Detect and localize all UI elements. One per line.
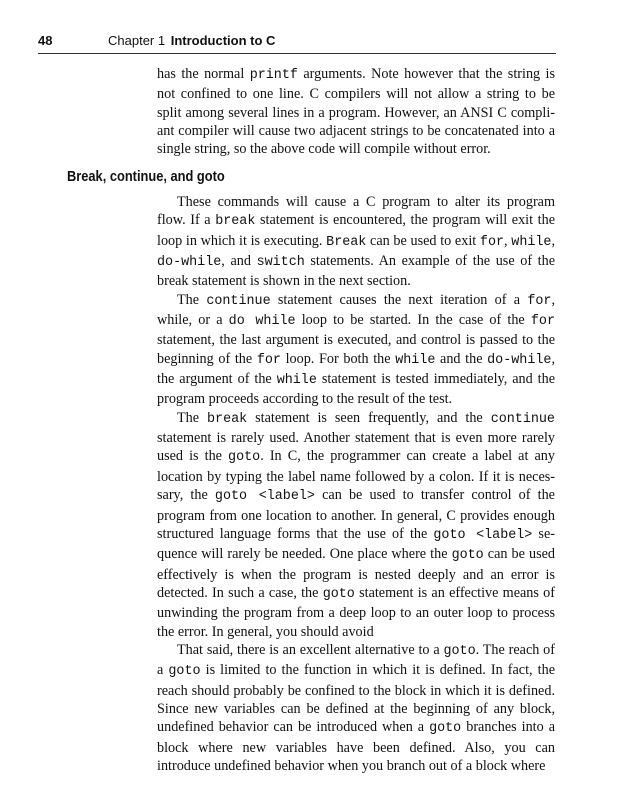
paragraph-continued <box>157 65 555 159</box>
paragraph-4 <box>157 641 555 775</box>
chapter-label: Chapter 1 <box>108 33 166 48</box>
text-run: These commands will cause a C program to alter its program flow. If a <box>157 194 555 229</box>
text-run: loop to be started. In the case of the <box>295 312 531 329</box>
text-run: , <box>551 232 556 249</box>
text-run: statements. An example of the use of the break statement is shown in the next section. <box>157 253 555 290</box>
code-term: goto <box>451 548 484 564</box>
code-term: goto <box>429 721 462 737</box>
text-run: statement is seen frequently, and the <box>247 409 491 426</box>
text-run: statement is tested immediately, and the program proceeds according to the result of the test. <box>157 371 556 408</box>
text-run: . In C, the programmer can create a label at any location by typing the label name followed by a colon. If it is necessary, the <box>157 448 555 504</box>
code-term: goto <box>443 643 476 659</box>
code-term: while <box>276 373 317 389</box>
code-term: continue <box>206 293 271 309</box>
running-header <box>38 33 556 54</box>
text-run: , <box>504 232 512 249</box>
code-term: for <box>527 293 552 309</box>
code-term: for <box>530 314 555 330</box>
paragraph-1 <box>157 193 555 291</box>
section-heading: Break, continue, and goto <box>67 169 225 185</box>
text-run: The <box>177 291 207 308</box>
text-run: statement is encountered, the program will exit the loop in which it is executing. <box>157 212 555 249</box>
code-term: for <box>479 234 505 250</box>
text-run: loop. For both the <box>280 350 396 367</box>
code-term: goto <box>322 586 355 602</box>
text-run: statement is an effective means of unwinding the program from a deep loop to an outer loop to process the error. In general, you should avoid <box>157 584 555 640</box>
continuation-text <box>157 65 555 159</box>
text-run: . The reach of a <box>157 641 555 679</box>
code-term: goto <box>228 450 261 466</box>
text-run: statement causes the next iteration of a <box>270 291 528 308</box>
section-body <box>157 193 555 775</box>
page-number: 48 <box>38 33 53 48</box>
code-term: do-while <box>157 255 222 271</box>
text-run: , the argument of the <box>157 350 555 388</box>
text-run: is limited to the function in which it is defined. In fact, the reach should probably be confined to the block in which it is defined. Since new variables can be defined at the beginning of any block, undefined behavior can be introduced when a <box>157 662 555 736</box>
code-term: do while <box>228 314 296 330</box>
code-term: break <box>215 214 256 230</box>
text-run: statement is rarely used. Another statement that is even more rarely used is the <box>157 430 555 465</box>
code-term: do-while <box>487 352 552 368</box>
chapter-title: Introduction to C <box>170 33 276 48</box>
text-run: can be used effectively is when the program is nested deeply and an error is detected. In such a case, the <box>157 546 555 601</box>
code-term: while <box>511 234 552 250</box>
text-run: arguments. Note however that the string is not confined to one line. C compilers will not allow a string to be split among several lines in a program. However, an ANSI C compliant compiler will cause two adjacent strings to be concatenated into a single string, so the above code will compile without error. <box>157 66 556 158</box>
code-term: break <box>207 411 248 427</box>
text-run: has the normal <box>157 66 250 82</box>
text-run: can be used to exit <box>366 232 480 249</box>
text-run: , while, or a <box>157 291 555 329</box>
text-run: statement, the last argument is executed, and control is passed to the beginning of the <box>157 332 555 367</box>
code-term: goto <box>168 664 201 680</box>
text-run: can be used to transfer control of the program from one location to another. In general, C provides enough structured language forms that the use of the <box>157 487 555 542</box>
text-run: branches into a block where new variables have been defined. Also, you can introduce undefined behavior when you branch out of a block where <box>157 719 555 774</box>
code-term: goto <label> <box>214 489 315 505</box>
code-term: Break <box>326 234 367 250</box>
text-run: and the <box>435 350 488 367</box>
text-run: , and <box>221 253 257 270</box>
text-run: The <box>177 409 208 426</box>
paragraph-3 <box>157 409 555 641</box>
text-run: sequence will rarely be needed. One place where the <box>157 525 555 563</box>
code-term: continue <box>490 411 555 427</box>
paragraph-2 <box>157 291 555 409</box>
code-term: for <box>256 352 281 368</box>
code-term: goto <label> <box>433 527 533 543</box>
code-term: printf <box>249 68 298 83</box>
code-term: switch <box>256 255 305 271</box>
text-run: That said, there is an excellent alternative to a <box>177 641 444 658</box>
code-term: while <box>395 352 436 368</box>
